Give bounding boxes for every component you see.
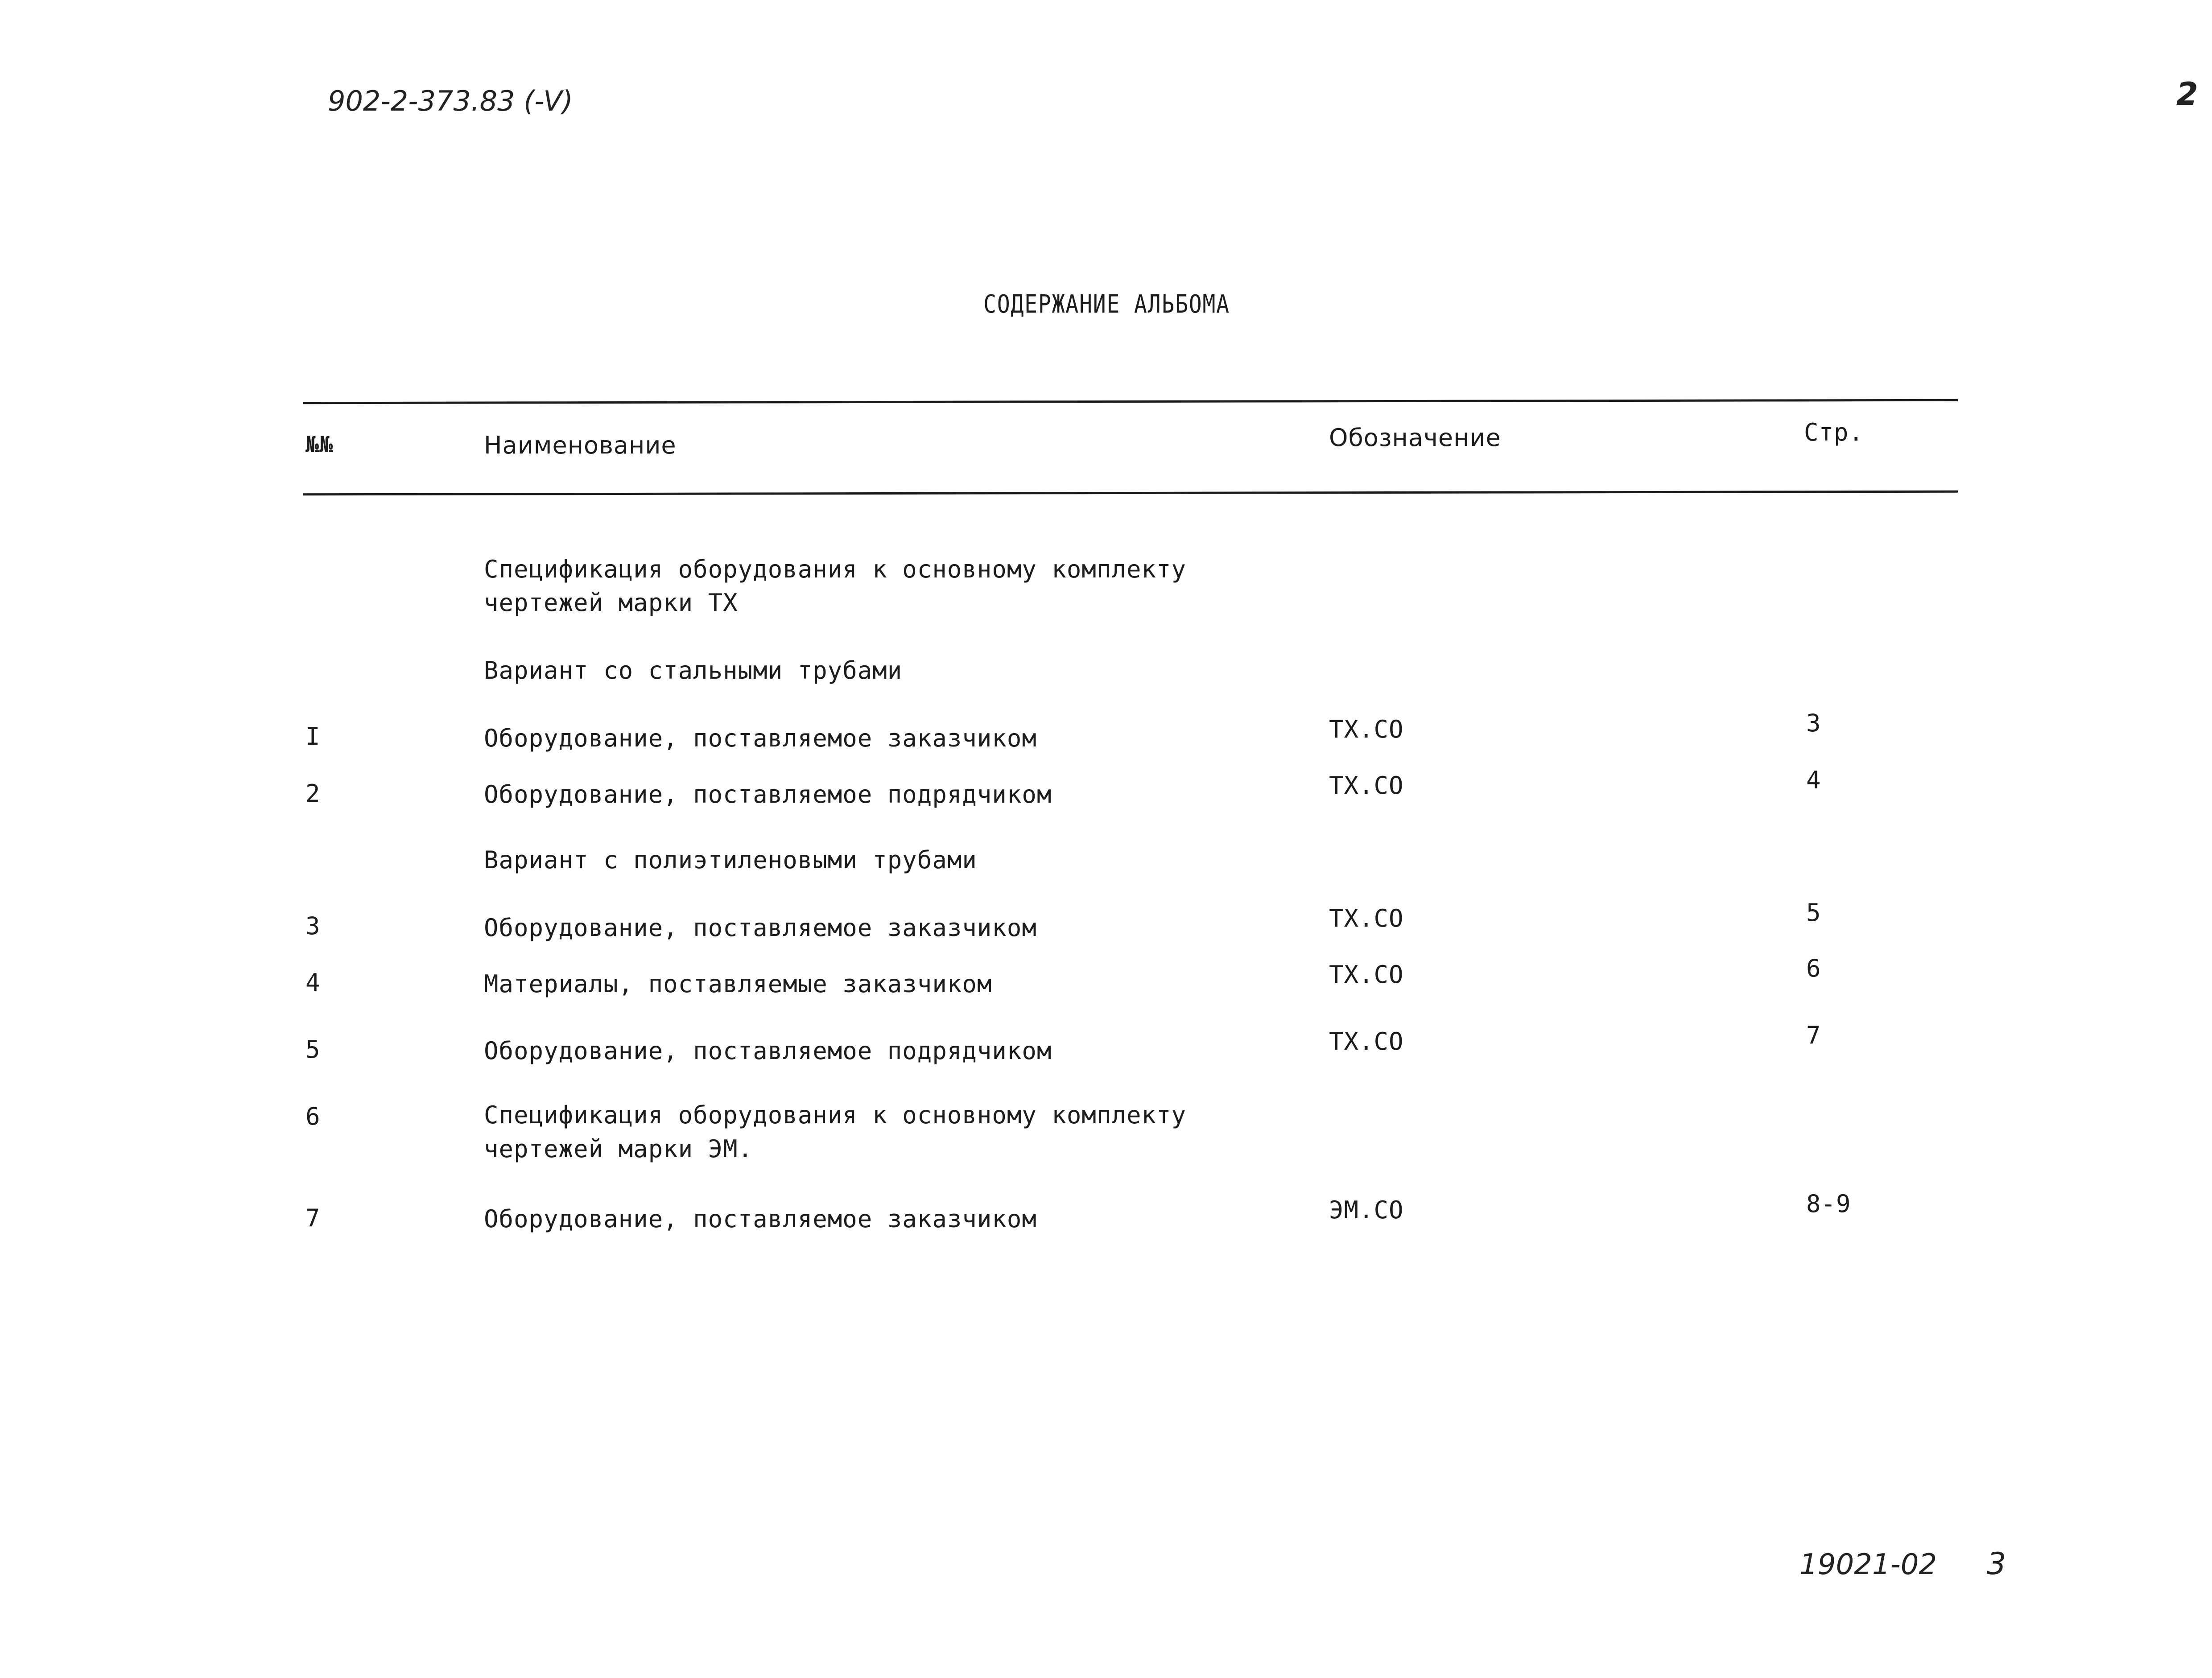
table-row-name: Спецификация оборудования к основному комплекту <box>484 555 1187 583</box>
table-row-page: 7 <box>1806 1021 1821 1049</box>
table-row-page: 4 <box>1806 766 1821 794</box>
table-row-page: 3 <box>1806 709 1821 737</box>
table-row-name: Вариант со стальными трубами <box>484 656 903 684</box>
table-row-num: 5 <box>305 1035 321 1064</box>
column-header-designation: Обозначение <box>1329 424 1501 452</box>
table-row-page: 8-9 <box>1806 1190 1851 1218</box>
table-row-num: I <box>305 722 321 750</box>
table-row-designation: ЭМ.СО <box>1329 1196 1404 1224</box>
table-header-rule <box>303 491 1958 495</box>
table-row-num: 2 <box>305 779 321 808</box>
table-row-num: 3 <box>305 912 321 940</box>
table-row-name: Вариант с полиэтиленовыми трубами <box>484 846 977 874</box>
document-album-mark: (-V) <box>524 85 573 117</box>
table-row-page: 5 <box>1806 899 1821 927</box>
table-row-num: 4 <box>305 969 321 997</box>
table-row-name: Спецификация оборудования к основному комплекту <box>484 1101 1187 1129</box>
sheet-number: 2 <box>2176 76 2198 112</box>
document-code <box>328 85 573 117</box>
page-title: СОДЕРЖАНИЕ АЛЬБОМА <box>983 290 1230 319</box>
table-row-name: чертежей марки ЭМ. <box>484 1135 753 1163</box>
table-row-num: 6 <box>305 1102 321 1130</box>
table-row-page: 6 <box>1806 954 1821 982</box>
table-row-designation: ТХ.СО <box>1329 771 1404 800</box>
table-row-name: Оборудование, поставляемое заказчиком <box>484 1205 1037 1233</box>
table-row-designation: ТХ.СО <box>1329 904 1404 932</box>
table-row-name: Оборудование, поставляемое заказчиком <box>484 914 1037 942</box>
column-header-page: Стр. <box>1804 418 1864 446</box>
footer-page-number: 3 <box>1987 1546 2006 1582</box>
table-row-name: Оборудование, поставляемое заказчиком <box>484 724 1037 752</box>
inventory-number: 19021-02 <box>1799 1548 1937 1581</box>
table-row-name: Материалы, поставляемые заказчиком <box>484 970 992 998</box>
table-row-designation: ТХ.СО <box>1329 715 1404 743</box>
document-code-text: 902-2-373.83 <box>328 85 515 117</box>
column-header-name: Наименование <box>484 431 677 459</box>
column-header-num: №№ <box>305 432 334 458</box>
table-row-name: Оборудование, поставляемое подрядчиком <box>484 780 1052 808</box>
table-row-name: Оборудование, поставляемое подрядчиком <box>484 1037 1052 1065</box>
table-row-designation: ТХ.СО <box>1329 961 1404 989</box>
table-row-num: 7 <box>305 1204 321 1232</box>
table-top-rule <box>303 399 1958 404</box>
table-row-designation: ТХ.СО <box>1329 1027 1404 1055</box>
table-row-name: чертежей марки ТХ <box>484 589 738 617</box>
